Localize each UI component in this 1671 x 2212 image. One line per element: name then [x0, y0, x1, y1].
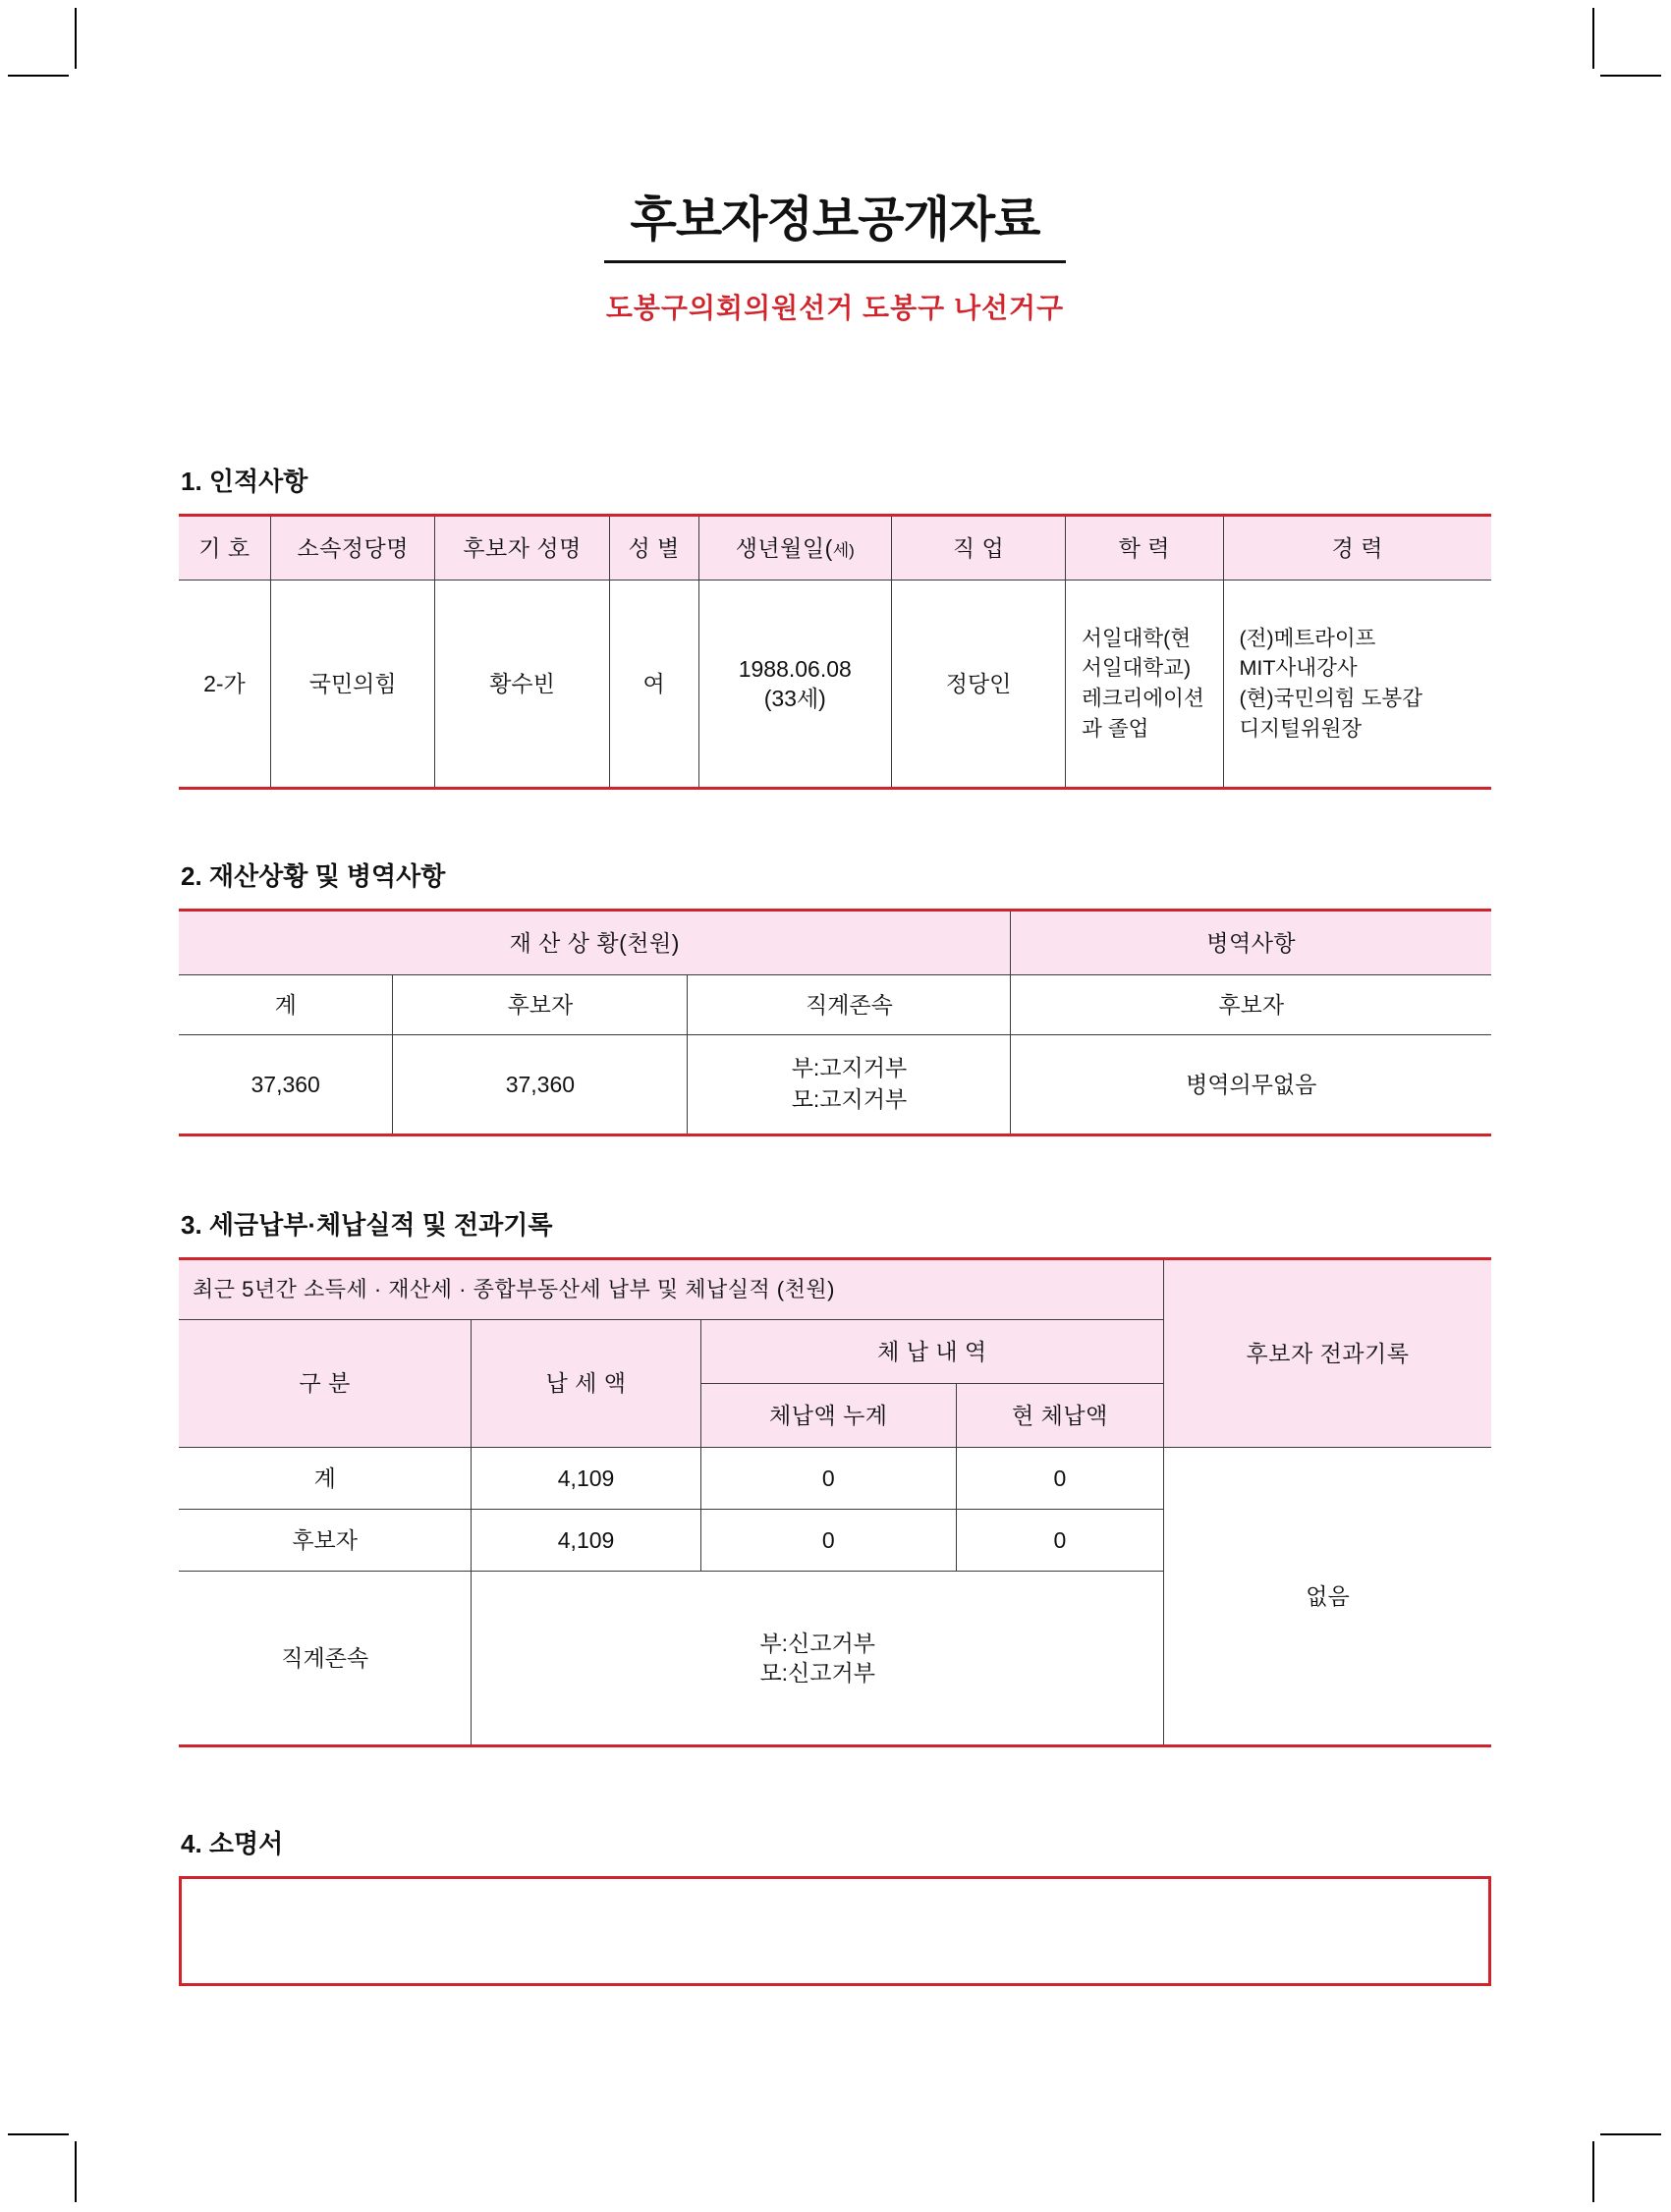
table-row	[179, 581, 1491, 789]
crop-mark-bottom-right-v	[1592, 2141, 1594, 2202]
header-career: 경 력	[1223, 516, 1491, 581]
header-assets-total: 계	[179, 975, 393, 1035]
header-name: 후보자 성명	[435, 516, 609, 581]
header-party: 소속정당명	[270, 516, 435, 581]
cell-military-status: 병역의무없음	[1011, 1035, 1491, 1135]
cell-assets-total: 37,360	[179, 1035, 393, 1135]
table-tax-record	[179, 1257, 1491, 1747]
header-military-title: 병역사항	[1011, 911, 1491, 975]
crop-mark-bottom-right-h	[1600, 2133, 1661, 2135]
section-heading-statement: 4. 소명서	[181, 1829, 284, 1858]
cell-tax-paid-total: 4,109	[472, 1448, 700, 1510]
cell-lineal-declaration: 부:신고거부 모:신고거부	[472, 1572, 1164, 1746]
cell-assets-lineal: 부:고지거부 모:고지거부	[688, 1035, 1011, 1135]
header-military-candidate: 후보자	[1011, 975, 1491, 1035]
header-tax-paid: 납 세 액	[472, 1320, 700, 1448]
cell-criminal-record-value: 없음	[1164, 1448, 1491, 1746]
header-delinquent: 체 납 내 역	[700, 1320, 1163, 1384]
cell-education: 서일대학(현 서일대학교) 레크리에이션 과 졸업	[1066, 581, 1223, 789]
cell-birth: 1988.06.08 (33세)	[698, 581, 891, 789]
cell-assets-candidate: 37,360	[393, 1035, 688, 1135]
statement-box	[179, 1876, 1491, 1986]
section-heading-personal: 1. 인적사항	[181, 467, 308, 496]
header-number: 기 호	[179, 516, 270, 581]
table-row	[179, 1035, 1491, 1135]
header-assets-lineal: 직계존속	[688, 975, 1011, 1035]
cell-tax-paid-candidate: 4,109	[472, 1510, 700, 1572]
header-birth: 생년월일(세)	[698, 516, 891, 581]
cell-gender: 여	[609, 581, 698, 789]
page-subtitle: 도봉구의회의원선거 도봉구 나선거구	[605, 293, 1065, 323]
header-criminal-record: 후보자 전과기록	[1164, 1259, 1491, 1448]
document-header	[179, 0, 1491, 326]
crop-mark-top-right-v	[1592, 8, 1594, 69]
table-header-row	[179, 516, 1491, 581]
crop-mark-top-left-h	[8, 75, 69, 77]
page-title: 후보자정보공개자료	[604, 182, 1065, 263]
cell-division-lineal: 직계존속	[179, 1572, 472, 1746]
header-assets-candidate: 후보자	[393, 975, 688, 1035]
cell-career: (전)메트라이프 MIT사내강사 (현)국민의힘 도봉갑 디지털위원장	[1223, 581, 1491, 789]
header-gender: 성 별	[609, 516, 698, 581]
header-division: 구 분	[179, 1320, 472, 1448]
crop-mark-top-right-h	[1600, 75, 1661, 77]
cell-division-total: 계	[179, 1448, 472, 1510]
table-row-total	[179, 1448, 1491, 1510]
cell-delinquent-current-total: 0	[956, 1448, 1163, 1510]
cell-party: 국민의힘	[270, 581, 435, 789]
cell-number: 2-가	[179, 581, 270, 789]
header-tax-top: 최근 5년간 소득세 · 재산세 · 종합부동산세 납부 및 체납실적 (천원)	[179, 1259, 1164, 1320]
header-delinquent-current: 현 체납액	[956, 1384, 1163, 1448]
header-education: 학 력	[1066, 516, 1223, 581]
header-job: 직 업	[891, 516, 1065, 581]
header-assets-title: 재 산 상 황(천원)	[179, 911, 1011, 975]
crop-mark-bottom-left-v	[75, 2141, 77, 2202]
table-header-row-top	[179, 911, 1491, 975]
cell-name: 황수빈	[435, 581, 609, 789]
section-heading-tax: 3. 세금납부·체납실적 및 전과기록	[181, 1210, 553, 1240]
header-delinquent-total: 체납액 누계	[700, 1384, 956, 1448]
cell-delinquent-total-candidate: 0	[700, 1510, 956, 1572]
table-personal-info	[179, 514, 1491, 790]
table-assets-military	[179, 909, 1491, 1136]
cell-delinquent-current-candidate: 0	[956, 1510, 1163, 1572]
crop-mark-bottom-left-h	[8, 2133, 69, 2135]
cell-division-candidate: 후보자	[179, 1510, 472, 1572]
table-header-row-sub	[179, 975, 1491, 1035]
table-header-row-top	[179, 1259, 1491, 1320]
crop-mark-top-left-v	[75, 8, 77, 69]
cell-job: 정당인	[891, 581, 1065, 789]
cell-delinquent-total-total: 0	[700, 1448, 956, 1510]
section-heading-assets: 2. 재산상황 및 병역사항	[181, 861, 446, 891]
